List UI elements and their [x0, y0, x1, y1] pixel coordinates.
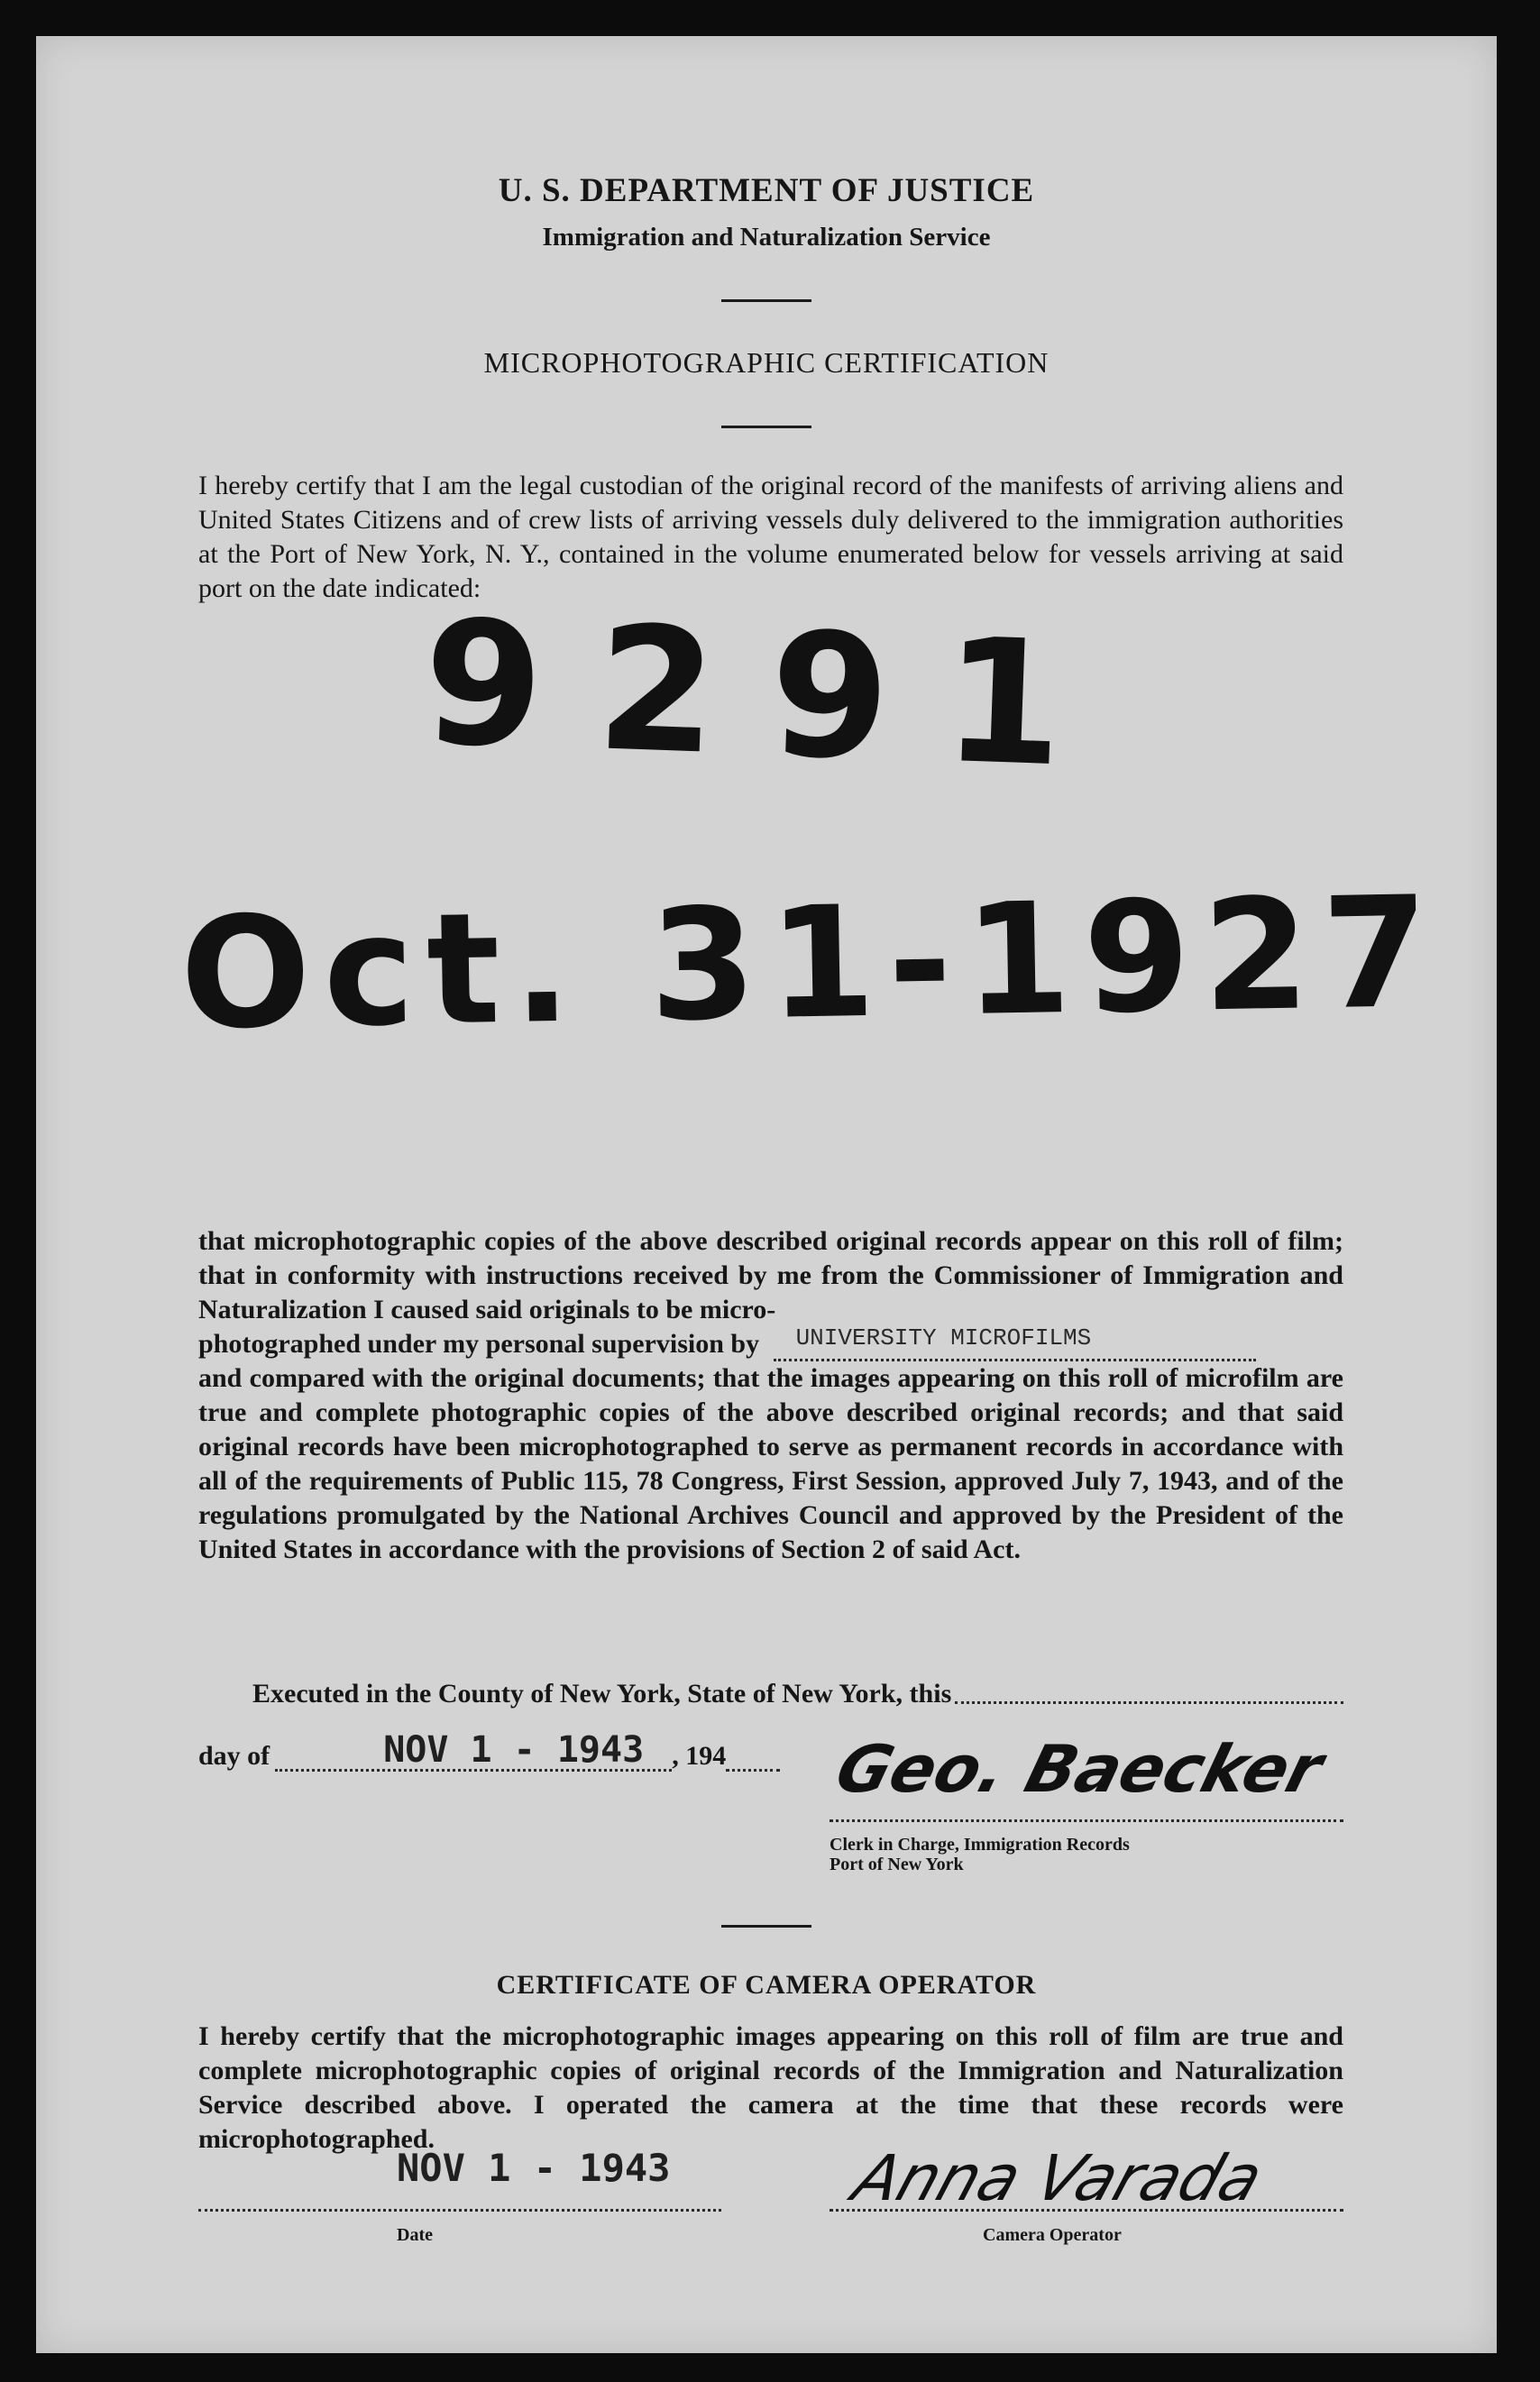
service-subtitle: Immigration and Naturalization Service: [542, 223, 991, 252]
photographed-by-line: [198, 1324, 1343, 1361]
day-of-line: [198, 1729, 780, 1772]
certificate-page: [36, 36, 1497, 2353]
clerk-place: Port of New York: [830, 1855, 964, 1874]
photographed-by-label: photographed under my personal supervision by: [198, 1329, 760, 1359]
clerk-caption: [830, 1835, 1130, 1874]
camera-operator-label: Camera Operator: [983, 2225, 1122, 2245]
photographed-by-field: [774, 1324, 1256, 1361]
handwritten-volume-number: 9291: [420, 582, 1121, 807]
operator-stamp-date: NOV 1 - 1943: [397, 2146, 671, 2190]
handwritten-date: Oct. 31-1927: [179, 863, 1444, 1065]
operator-signature-line: [830, 2209, 1343, 2212]
divider-bottom: [721, 1925, 811, 1928]
execution-text: Executed in the County of New York, State of New York, this: [252, 1679, 952, 1709]
body-text-part2: and compared with the original documents; that the images appearing on this roll of microfilm are true and complete photographic copies of the above described original records; and that said original records have been microphotographed to serve as permanent records in accordance with all of the requirements of Public 115, 78 Congress, First Session, approved July 7, 1943, and of the regulations promulgated by the National Archives Council and approved by the President of the United States in accordance with the provisions of Section 2 of said Act.: [198, 1363, 1343, 1564]
divider-top: [721, 299, 811, 302]
date-line: [198, 2209, 721, 2212]
day-of-stamp-date: NOV 1 - 1943: [383, 1729, 645, 1771]
operator-signature: Anna Varada: [844, 2141, 1272, 2215]
day-of-label: day of: [198, 1741, 270, 1771]
certification-title: MICROPHOTOGRAPHIC CERTIFICATION: [483, 346, 1050, 379]
camera-operator-paragraph: I hereby certify that the microphotographic images appearing on this roll of film are true and complete microphotographic copies of original records of the Immigration and Naturalization Service described above. I operated the camera at the time that these records were microphotographed.: [198, 2021, 1343, 2154]
photographed-by-value: UNIVERSITY MICROFILMS: [795, 1324, 1092, 1351]
year-suffix-field: [726, 1742, 780, 1772]
department-title: U. S. DEPARTMENT OF JUSTICE: [498, 172, 1035, 209]
camera-operator-title: CERTIFICATE OF CAMERA OPERATOR: [496, 1970, 1037, 2000]
divider-middle: [721, 426, 811, 428]
clerk-signature: Geo. Baecker: [828, 1731, 1331, 1807]
clerk-signature-line: [830, 1819, 1343, 1822]
date-label: Date: [397, 2225, 433, 2245]
intro-paragraph: I hereby certify that I am the legal custodian of the original record of the manifests of arriving aliens and United States Citizens and of crew lists of arriving vessels duly delivered to the immigration authorities at the Port of New York, N. Y., contained in the volume enumerated below for vessels arriving at said port on the date indicated:: [198, 471, 1343, 603]
body-paragraph: [198, 1224, 1343, 1567]
year-prefix: , 194: [672, 1741, 727, 1771]
execution-line: [198, 1677, 1343, 1711]
body-text-part1: that microphotographic copies of the above described original records appear on this roll of film; that in conformity with instructions received by me from the Commissioner of Immigration and Naturalization I caused said originals to be micro-: [198, 1226, 1343, 1324]
execution-day-field: [955, 1677, 1343, 1704]
clerk-title: Clerk in Charge, Immigration Records: [830, 1835, 1130, 1855]
day-of-field: [275, 1729, 672, 1772]
